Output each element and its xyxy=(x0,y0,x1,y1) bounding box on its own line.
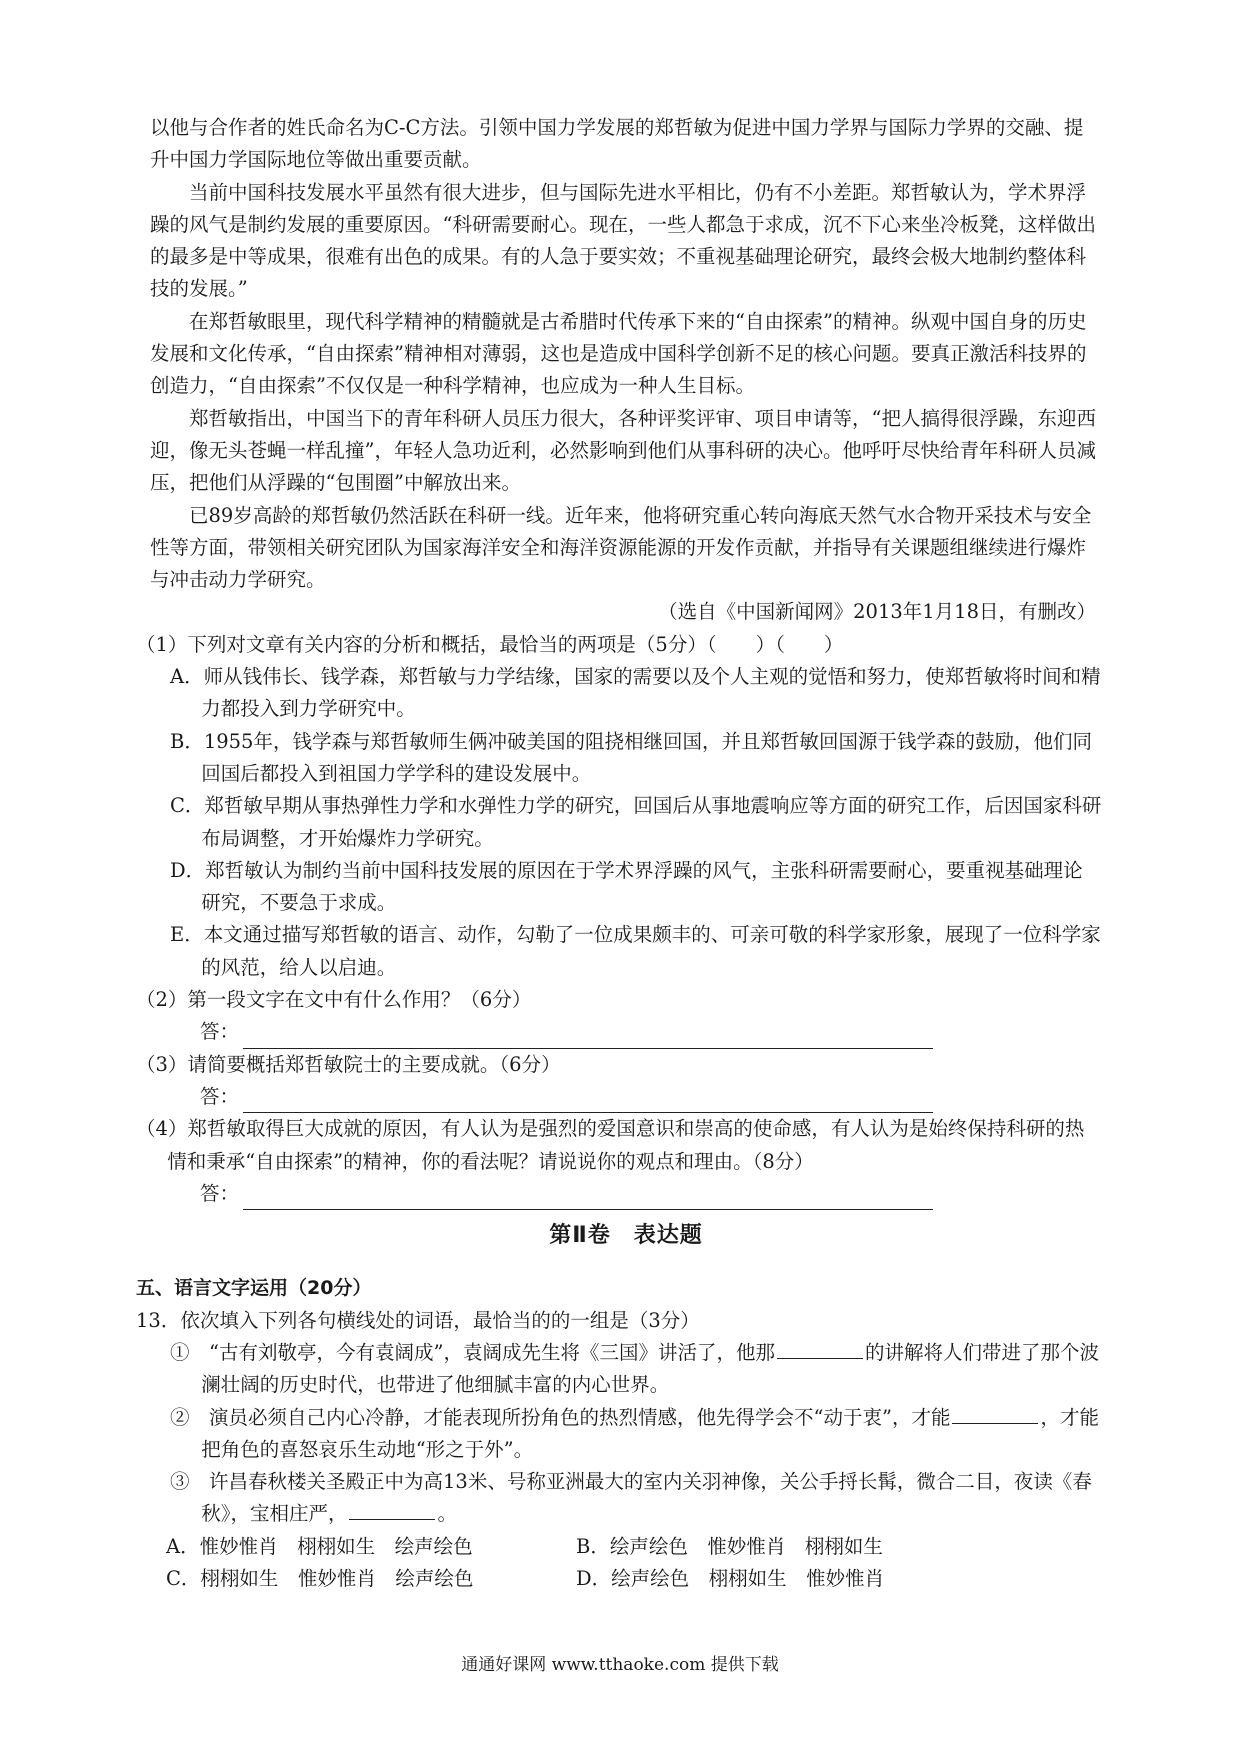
question-2-stem: （2）第一段文字在文中有什么作用？（6分） xyxy=(136,988,532,1012)
document-body xyxy=(136,112,1102,1595)
option-b: B．1955年，钱学森与郑哲敏师生俩冲破美国的阻挠相继回国，并且郑哲敏回国源于钱学森的鼓励，他们同回国后都投入到祖国力学学科的建设发展中。 xyxy=(170,729,1092,785)
choice-b[interactable]: B．绘声绘色 惟妙惟肖 栩栩如生 xyxy=(576,1534,883,1558)
question-3-stem: （3）请简要概括郑哲敏院士的主要成就。（6分） xyxy=(136,1052,561,1076)
sentence-1-part-a: ① “古有刘敬亭，今有袁阔成”，袁阔成先生将《三国》讲活了，他那 xyxy=(170,1340,775,1364)
answer-label: 答： xyxy=(200,1181,240,1205)
sentence-3-part-a: ③ 许昌春秋楼关圣殿正中为高13米、号称亚洲最大的室内关羽神像，关公手捋长髯，微合二目，夜读《春秋》，宝相庄严， xyxy=(170,1470,1092,1526)
option-c: C．郑哲敏早期从事热弹性力学和水弹性力学的研究，回国后从事地震响应等方面的研究工作，后因国家科研布局调整，才开始爆炸力学研究。 xyxy=(170,794,1102,850)
question-2 xyxy=(136,984,1102,1049)
source-citation: （选自《中国新闻网》2013年1月18日，有删改） xyxy=(658,600,1096,624)
question-13 xyxy=(136,1305,1102,1596)
question-4-stem: （4）郑哲敏取得巨大成就的原因，有人认为是强烈的爱国意识和崇高的使命感，有人认为是始终保持科研的热情和秉承“自由探索”的精神，你的看法呢？请说说你的观点和理由。（8分） xyxy=(136,1117,1085,1173)
question-13-stem: 13．依次填入下列各句横线处的词语，最恰当的的一组是（3分） xyxy=(136,1308,700,1332)
answer-blank[interactable] xyxy=(243,1187,933,1210)
choice-d[interactable]: D．绘声绘色 栩栩如生 惟妙惟肖 xyxy=(576,1567,885,1591)
page-footer: 通通好课网 www.tthaoke.com 提供下载 xyxy=(461,1655,779,1675)
answer-line-3[interactable] xyxy=(200,1081,1102,1113)
part-heading: 五、语言文字运用（20分） xyxy=(136,1277,372,1300)
sentence-1 xyxy=(170,1337,1102,1402)
fill-blank-3[interactable] xyxy=(349,1499,435,1520)
section-title: 第Ⅱ卷 表达题 xyxy=(549,1223,703,1249)
sentence-2 xyxy=(170,1402,1102,1467)
paragraph-4: 郑哲敏指出，中国当下的青年科研人员压力很大，各种评奖评审、项目申请等，“把人搞得很浮躁，东迎西迎，像无头苍蝇一样乱撞”，年轻人急功近利，必然影响到他们从事科研的决心。他呼吁尽快给青年科研人员减压，把他们从浮躁的“包围圈”中解放出来。 xyxy=(150,406,1096,495)
answer-label: 答： xyxy=(200,1020,240,1044)
option-a: A．师从钱伟长、钱学森，郑哲敏与力学结缘，国家的需要以及个人主观的觉悟和努力，使郑哲敏将时间和精力都投入到力学研究中。 xyxy=(170,665,1101,721)
question-1-stem: （1）下列对文章有关内容的分析和概括，最恰当的两项是（5分）（ ）（ ） xyxy=(136,632,844,656)
option-d: D．郑哲敏认为制约当前中国科技发展的原因在于学术界浮躁的风气，主张科研需要耐心，要重视基础理论研究，不要急于求成。 xyxy=(170,858,1083,915)
sentence-2-part-b: ，才能把角色的喜怒哀乐生动地“形之于外”。 xyxy=(201,1405,1099,1461)
paragraph-3: 在郑哲敏眼里，现代科学精神的精髓就是古希腊时代传承下来的“自由探索”的精神。纵观中国自身的历史发展和文化传承，“自由探索”精神相对薄弱，这也是造成中国科学创新不足的核心问题。要真正激活科技界的创造力，“自由探索”不仅仅是一种科学精神，也应成为一种人生目标。 xyxy=(150,309,1087,398)
sentence-2-part-a: ② 演员必须自己内心冷静，才能表现所扮角色的热烈情感，他先得学会不“动于衷”，才能 xyxy=(170,1405,951,1429)
paragraph-1: 以他与合作者的姓氏命名为C-C方法。引领中国力学发展的郑哲敏为促进中国力学界与国际力学界的交融、提升中国力学国际地位等做出重要贡献。 xyxy=(150,116,1084,172)
answer-blank[interactable] xyxy=(243,1090,933,1113)
choice-c[interactable]: C．栩栩如生 惟妙惟肖 绘声绘色 xyxy=(166,1567,474,1591)
sentence-3 xyxy=(170,1466,1102,1531)
choice-a[interactable]: A．惟妙惟肖 栩栩如生 绘声绘色 xyxy=(166,1534,473,1558)
fill-blank-2[interactable] xyxy=(952,1403,1038,1424)
question-3 xyxy=(136,1049,1102,1114)
answer-blank[interactable] xyxy=(243,1026,933,1049)
sentence-1-part-b: 的讲解将人们带进了那个波澜壮阔的历史时代，也带进了他细腻丰富的内心世界。 xyxy=(201,1340,1099,1397)
fill-blank-1[interactable] xyxy=(777,1338,863,1359)
option-e: E．本文通过描写郑哲敏的语言、动作，勾勒了一位成果颇丰的、可亲可敬的科学家形象，展现了一位科学家的风范，给人以启迪。 xyxy=(170,923,1101,979)
answer-line-4[interactable] xyxy=(200,1178,1102,1210)
question-1 xyxy=(136,629,1102,984)
question-4 xyxy=(136,1113,1102,1210)
answer-label: 答： xyxy=(200,1084,240,1108)
answer-choices xyxy=(166,1531,1102,1596)
answer-line-2[interactable] xyxy=(200,1016,1102,1048)
paragraph-5: 已89岁高龄的郑哲敏仍然活跃在科研一线。近年来，他将研究重心转向海底天然气水合物开采技术与安全性等方面，带领相关研究团队为国家海洋安全和海洋资源能源的开发作贡献，并指导有关课题组继续进行爆炸与冲击动力学研究。 xyxy=(150,503,1092,592)
paragraph-2: 当前中国科技发展水平虽然有很大进步，但与国际先进水平相比，仍有不小差距。郑哲敏认为，学术界浮躁的风气是制约发展的重要原因。“科研需要耐心。现在，一些人都急于求成，沉不下心来坐冷板凳，这样做出的最多是中等成果，很难有出色的成果。有的人急于要实效；不重视基础理论研究，最终会极大地制约整体科技的发展。” xyxy=(150,180,1096,301)
sentence-3-part-b: 。 xyxy=(437,1502,457,1526)
